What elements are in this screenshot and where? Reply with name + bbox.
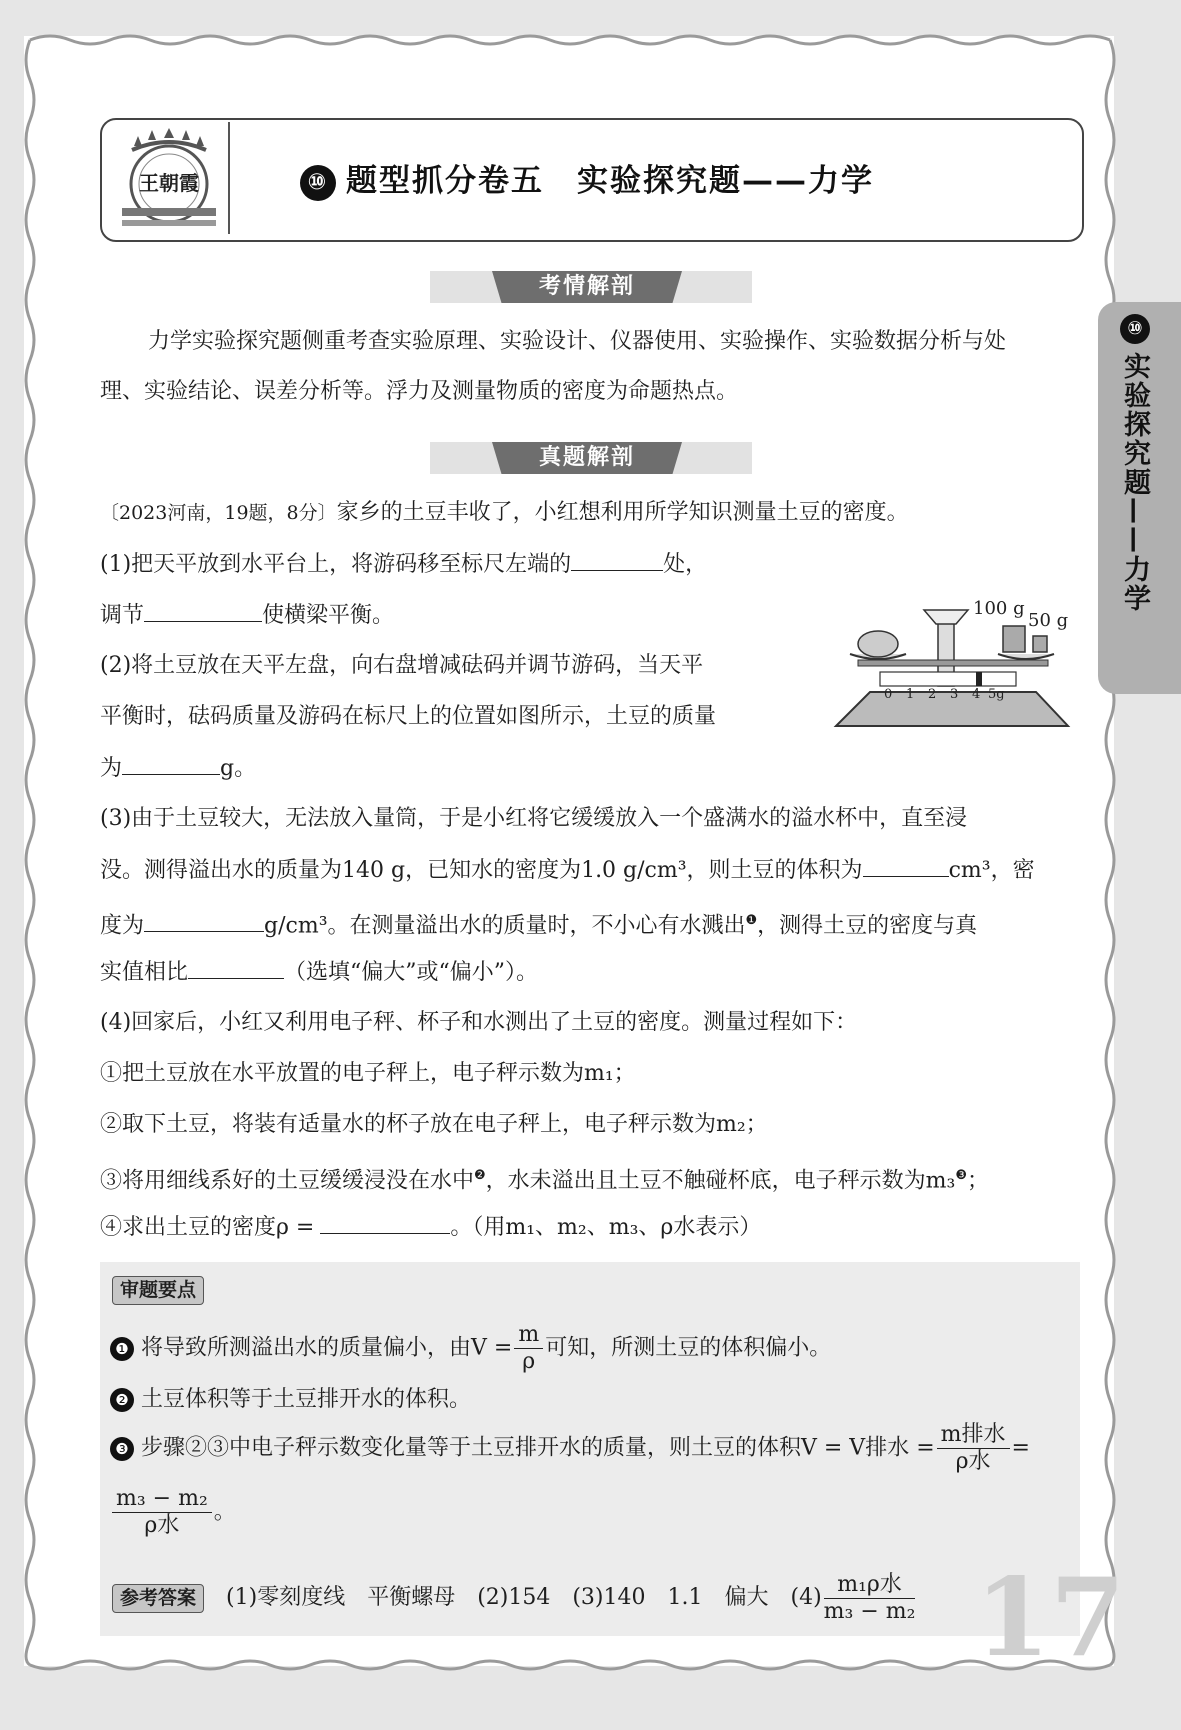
balance-rider <box>976 672 982 686</box>
reference-answer <box>112 1570 917 1626</box>
potato <box>858 631 898 657</box>
chapter-number-badge: ⑩ <box>300 165 336 201</box>
intro-line-2: 理、实验结论、误差分析等。浮力及测量物质的密度为命题热点。 <box>100 379 739 404</box>
step-3: ③将用细线系好的土豆缓缓浸没在水中$^❷$，水未溢出且土豆不触碰杯底，电子秤示数为m₃$^❸$； <box>100 1168 990 1194</box>
question-2-line-2: 平衡时，砝码质量及游码在标尺上的位置如图所示，土豆的质量 <box>100 704 717 729</box>
balance-figure <box>828 596 1078 732</box>
section-banner-real-question <box>430 442 752 474</box>
note-mark-1: ❶ <box>745 913 758 928</box>
tip-3-fraction-2: $\frac{\text{m₃ − m₂}}{\text{ρ水}}$ <box>112 1486 212 1539</box>
answer-blank-7[interactable] <box>320 1211 450 1234</box>
question-3-line-3: 度为 g/cm³。在测量溢出水的质量时，不小心有水溅出$^❶$，测得土豆的密度与真 <box>100 905 977 942</box>
weight-50g <box>1033 636 1047 652</box>
question-2-line-3: 为 g。 <box>100 752 256 785</box>
note-mark-3: ❸ <box>955 1168 968 1183</box>
question-3-line-1: (3)由于土豆较大，无法放入量筒，于是小红将它缓缓放入一个盛满水的溢水杯中，直至浸 <box>100 806 968 831</box>
question-2-line-1: (2)将土豆放在天平左盘，向右盘增减砝码并调节游码，当天平 <box>100 653 704 678</box>
logo-divider <box>228 122 230 234</box>
scale-tick-label: 3 <box>950 687 959 702</box>
tip-3-mark: ❸ <box>110 1437 134 1461</box>
question-1-line-2: 调节 使横梁平衡。 <box>100 599 394 632</box>
section-banner-label: 考情解剖 <box>538 274 635 299</box>
tip-3-fraction-1: $\frac{\text{m排水}}{\text{ρ水}}$ <box>937 1422 1010 1475</box>
answer-blank-1[interactable] <box>571 548 663 571</box>
weight-100g-label: 100 g <box>973 598 1025 619</box>
side-tab-text: 实验探究题——力学 <box>1119 352 1150 613</box>
question-3-line-4: 实值相比 （选填“偏大”或“偏小”）。 <box>100 956 538 989</box>
answer-text: (1)零刻度线 平衡螺母 (2)154 (3)140 1.1 偏大 (4) <box>226 1585 822 1610</box>
question-4-intro: (4)回家后，小红又利用电子秤、杯子和水测出了土豆的密度。测量过程如下： <box>100 1010 858 1035</box>
scale-tick-label: 1 <box>906 687 915 702</box>
step-4: ④求出土豆的密度ρ = 。（用m₁、m₂、m₃、ρ水表示） <box>100 1211 761 1244</box>
question-3-line-2: 没。测得溢出水的质量为140 g，已知水的密度为1.0 g/cm³，则土豆的体积为 cm³，密 <box>100 854 1035 887</box>
section-banner-label: 真题解剖 <box>538 445 635 470</box>
answer-blank-5[interactable] <box>144 909 264 932</box>
tip-2: ❷ 土豆体积等于土豆排开水的体积。 <box>110 1384 471 1416</box>
tip-3: ❸ 步骤②③中电子秤示数变化量等于土豆排开水的质量，则土豆的体积V = V排水 = $\frac{\text{m排水}}{\text{ρ水}}$ = <box>110 1422 1030 1475</box>
page-title <box>300 155 874 201</box>
tip-3-continued: $\frac{\text{m₃ − m₂}}{\text{ρ水}}$ 。 <box>110 1486 236 1539</box>
tip-1-mark: ❶ <box>110 1337 134 1361</box>
question-1-line-1: (1)把天平放到水平台上，将游码移至标尺左端的 处， <box>100 548 707 581</box>
tips-label-row <box>112 1274 204 1306</box>
question-source: 〔2023河南，19题，8分〕 <box>100 502 337 524</box>
tips-label: 审题要点 <box>112 1276 204 1305</box>
question-stem: 〔2023河南，19题，8分〕家乡的土豆丰收了，小红想利用所学知识测量土豆的密度。 <box>100 500 909 525</box>
step-2: ②取下土豆，将装有适量水的杯子放在电子秤上，电子秤示数为m₂； <box>100 1112 768 1137</box>
tip-1-fraction: $\frac{m}{\rho}$ <box>514 1322 543 1375</box>
page-title-text: 题型抓分卷五 实验探究题——力学 <box>346 163 874 199</box>
answer-blank-2[interactable] <box>144 599 262 622</box>
scale-tick-label: 0 <box>884 687 893 702</box>
tip-2-mark: ❷ <box>110 1388 134 1412</box>
tip-1: ❶ 将导致所测溢出水的质量偏小，由V = $\frac{m}{\rho}$ 可知，所测土豆的体积偏小。 <box>110 1322 831 1375</box>
weight-50g-label: 50 g <box>1028 610 1069 631</box>
intro-line-1: 力学实验探究题侧重考查实验原理、实验设计、仪器使用、实验操作、实验数据分析与处 <box>148 329 1007 354</box>
answer-label: 参考答案 <box>112 1584 204 1613</box>
step-1: ①把土豆放在水平放置的电子秤上，电子秤示数为m₁； <box>100 1061 636 1086</box>
side-tab-number: ⑩ <box>1120 314 1150 344</box>
note-mark-2: ❷ <box>474 1168 486 1183</box>
balance-scale-bar <box>880 672 1016 686</box>
side-chapter-tab <box>1098 302 1181 694</box>
answer-blank-3[interactable] <box>122 752 220 775</box>
weight-100g <box>1003 626 1025 652</box>
scale-tick-label: 5g <box>988 687 1005 702</box>
answer-blank-4[interactable] <box>863 854 949 877</box>
publisher-logo <box>114 124 224 234</box>
balance-pointer-dial <box>924 610 968 624</box>
answer-fraction: $\frac{\text{m₁ρ水}}{\text{m₃ − m₂}}$ <box>823 1571 916 1624</box>
answer-blank-6[interactable] <box>188 956 284 979</box>
right-pan <box>998 654 1054 659</box>
balance-beam <box>858 660 1048 666</box>
section-banner-analysis <box>430 271 752 303</box>
scale-tick-label: 2 <box>928 687 937 702</box>
scale-tick-label: 4 <box>972 687 981 702</box>
logo-text: 王朝霞 <box>139 171 199 195</box>
page-number: 17 <box>975 1555 1126 1681</box>
